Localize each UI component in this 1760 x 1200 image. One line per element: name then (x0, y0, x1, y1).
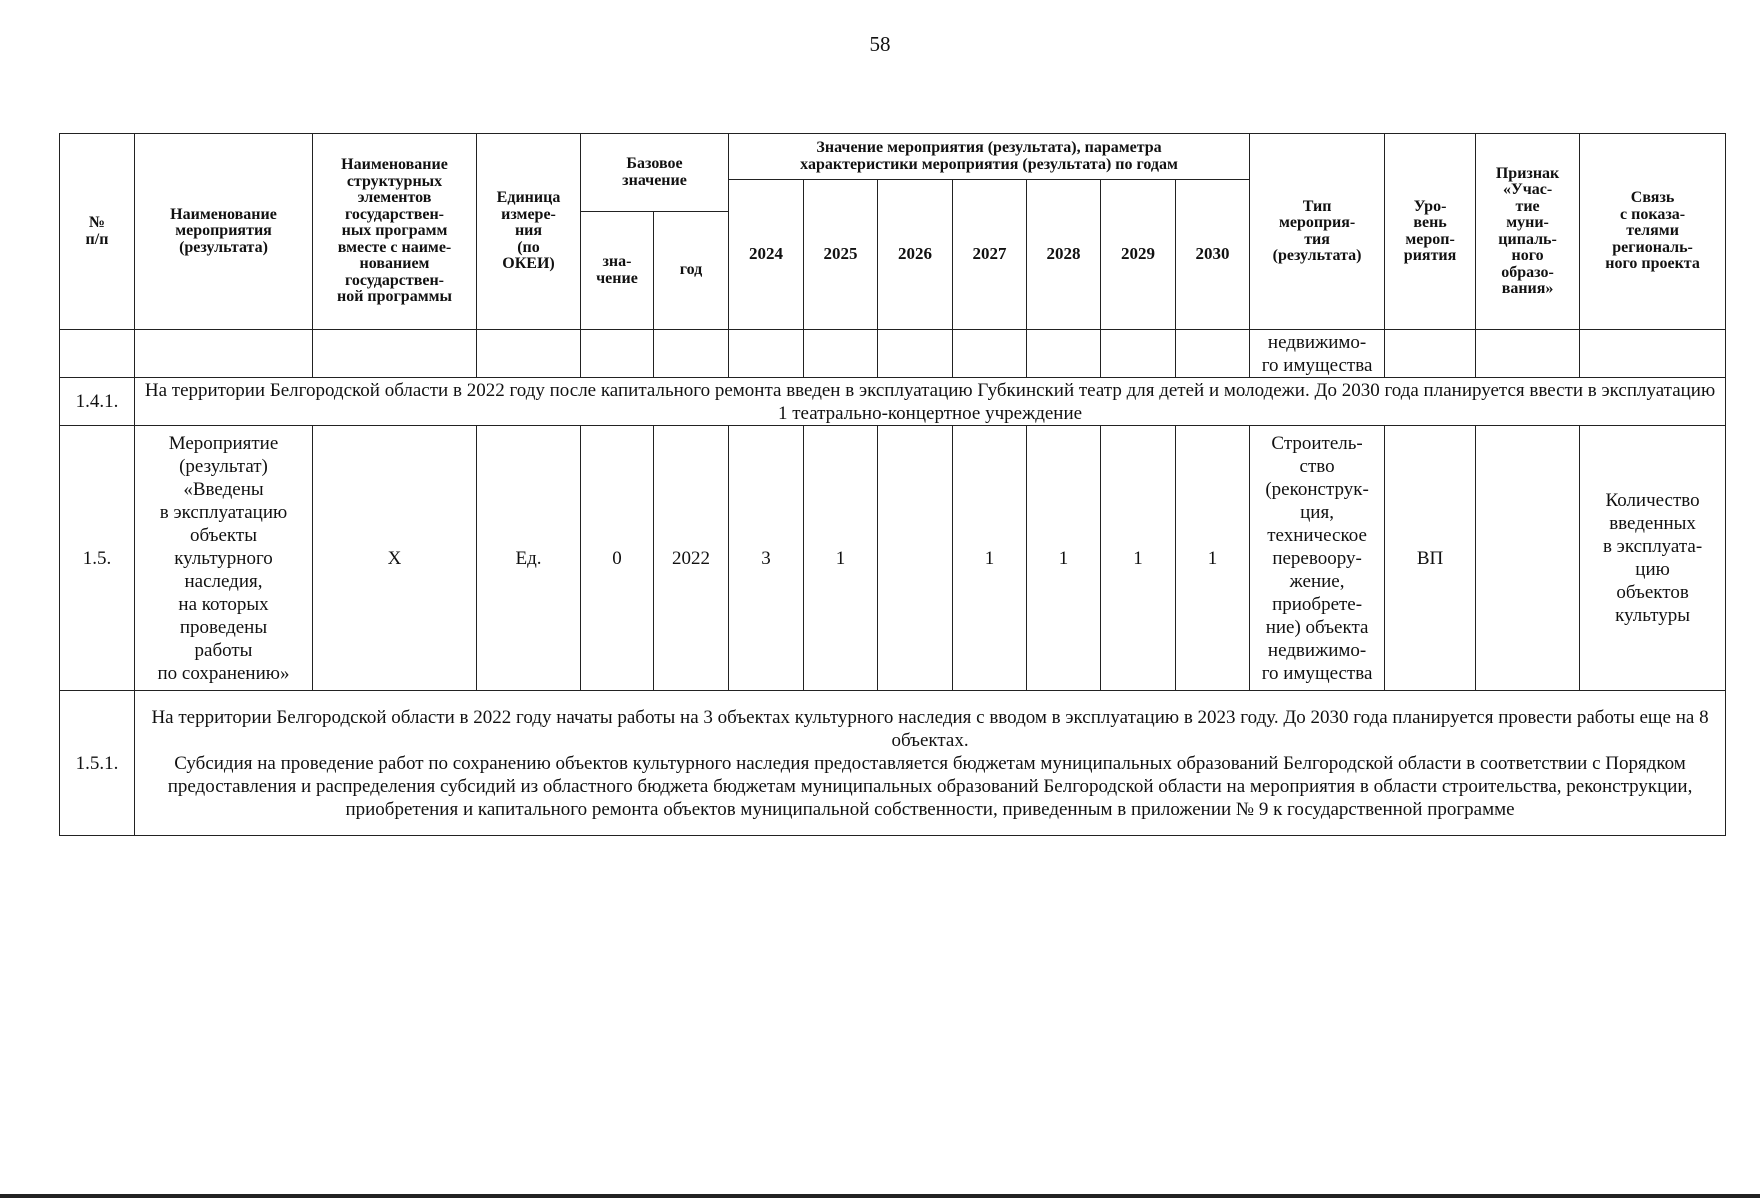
header-year-2027: 2027 (953, 180, 1027, 330)
header-year-2028: 2028 (1027, 180, 1101, 330)
header-values-group: Значение мероприятия (результата), параметра характеристики мероприятия (результата) по годам (729, 134, 1250, 180)
header-base-value: зна- чение (581, 212, 654, 330)
cell-year-2029: 1 (1101, 426, 1176, 691)
description-paragraph: Субсидия на проведение работ по сохранению объектов культурного наследия предоставляется бюджетам муниципальных образований Белгородской области в соответствии с Порядком предоставления и распределения субсидий из областного бюджета бюджетам муниципальных образований Белгородской области на мероприятия в области строительства, реконструкции, приобретения и капитального ремонта объектов муниципальной собственности, приведенным в приложении № 9 к государственной программе (167, 752, 1693, 820)
cell-level: ВП (1385, 426, 1476, 691)
cell-num: 1.5. (60, 426, 135, 691)
scan-edge-rule (0, 1194, 1760, 1198)
header-type: Тип мероприя- тия (результата) (1250, 134, 1385, 330)
cell-struct: Х (313, 426, 477, 691)
cell-base-year: 2022 (654, 426, 729, 691)
cell-num: 1.4.1. (60, 378, 135, 426)
header-year-2029: 2029 (1101, 180, 1176, 330)
table-row-continued (60, 330, 1726, 378)
cell-year-2025: 1 (804, 426, 878, 691)
description-paragraph: На территории Белгородской области в 2022 году начаты работы на 3 объектах культурного наследия с вводом в эксплуатацию в 2023 году. До 2030 года планируется провести работы еще на 8 объектах. (151, 706, 1709, 751)
cell-year-2026 (878, 426, 953, 691)
header-year-2025: 2025 (804, 180, 878, 330)
cell-year-2030: 1 (1176, 426, 1250, 691)
cell-year-2024: 3 (729, 426, 804, 691)
table-row-1-5 (60, 426, 1726, 691)
cell-description: На территории Белгородской области в 2022 году после капитального ремонта введен в эксплуатацию Губкинский театр для детей и молодежи. До 2030 года планируется ввести в эксплуатацию 1 театрально-концертное учреждение (135, 378, 1726, 426)
header-name: Наименование мероприятия (результата) (135, 134, 313, 330)
header-year-2030: 2030 (1176, 180, 1250, 330)
header-year-2026: 2026 (878, 180, 953, 330)
cell-type: недвижимо- го имущества (1250, 330, 1385, 378)
cell-base-value: 0 (581, 426, 654, 691)
page-number: 58 (869, 32, 891, 56)
cell-link: Количество введенных в эксплуата- цию объектов культуры (1580, 426, 1726, 691)
header-municipal: Признак «Учас- тие муни- ципаль- ного образо- вания» (1476, 134, 1580, 330)
cell-type: Строитель- ство (реконструк- ция, техническое перевоору- жение, приобрете- ние) объекта недвижимо- го имущества (1250, 426, 1385, 691)
table-row-1-4-1 (60, 378, 1726, 426)
cell-municipal (1476, 426, 1580, 691)
cell-unit: Ед. (477, 426, 581, 691)
header-base: Базовое значение (581, 134, 729, 212)
cell-description (135, 691, 1726, 836)
cell-name: Мероприятие (результат) «Введены в эксплуатацию объекты культурного наследия, на которых проведены работы по сохранению» (135, 426, 313, 691)
cell-num: 1.5.1. (60, 691, 135, 836)
table-row-1-5-1 (60, 691, 1726, 836)
header-struct: Наименование структурных элементов государствен- ных программ вместе с наиме- нованием государствен- ной программы (313, 134, 477, 330)
measures-table (59, 133, 1726, 836)
cell-year-2027: 1 (953, 426, 1027, 691)
header-year-2024: 2024 (729, 180, 804, 330)
header-base-year: год (654, 212, 729, 330)
header-num: № п/п (60, 134, 135, 330)
header-unit: Единица измере- ния (по ОКЕИ) (477, 134, 581, 330)
cell-year-2028: 1 (1027, 426, 1101, 691)
header-level: Уро- вень мероп- риятия (1385, 134, 1476, 330)
header-link: Связь с показа- телями региональ- ного проекта (1580, 134, 1726, 330)
